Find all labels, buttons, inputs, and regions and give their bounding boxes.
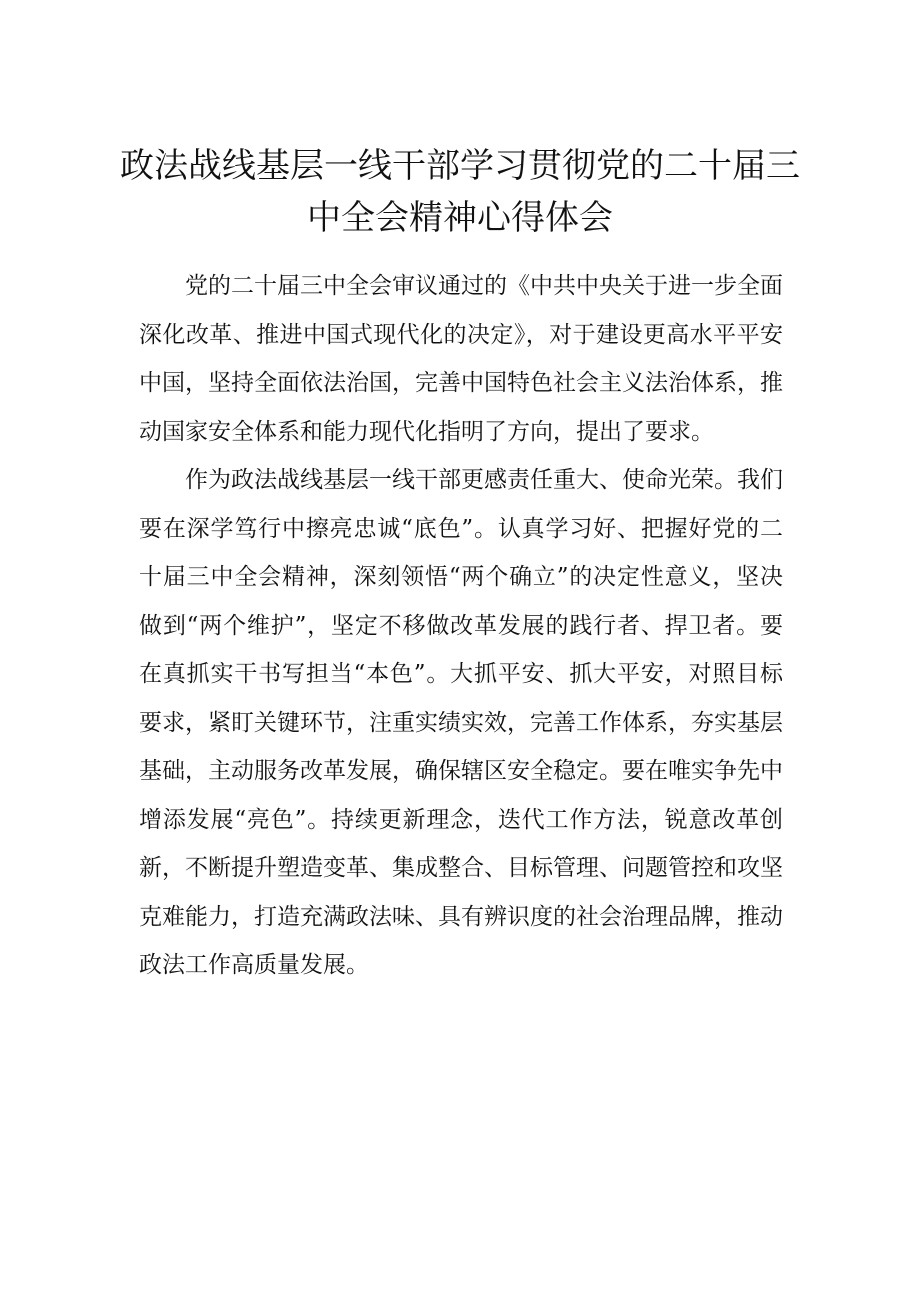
paragraph-1: 党的二十届三中全会审议通过的《中共中央关于进一步全面深化改革、推进中国式现代化的决定》，对于建设更高水平平安中国，坚持全面依法治国，完善中国特色社会主义法治体系，推动国家安全体系和能力现代化指明了方向，提出了要求。 bbox=[139, 273, 783, 445]
document-body bbox=[139, 262, 783, 990]
paragraph-2: 作为政法战线基层一线干部更感责任重大、使命光荣。我们要在深学笃行中擦亮忠诚“底色”。认真学习好、把握好党的二十届三中全会精神，深刻领悟“两个确立”的决定性意义，坚决做到“两个维护”，坚定不移做改革发展的践行者、捍卫者。要在真抓实干书写担当“本色”。大抓平安、抓大平安，对照目标要求，紧盯关键环节，注重实绩实效，完善工作体系，夯实基层基础，主动服务改革发展，确保辖区安全稳定。要在唯实争先中增添发展“亮色”。持续更新理念，迭代工作方法，锐意改革创新，不断提升塑造变革、集成整合、目标管理、问题管控和攻坚克难能力，打造充满政法味、具有辨识度的社会治理品牌，推动政法工作高质量发展。 bbox=[139, 467, 783, 978]
document-title: 政法战线基层一线干部学习贯彻党的二十届三中全会精神心得体会 bbox=[120, 146, 800, 238]
